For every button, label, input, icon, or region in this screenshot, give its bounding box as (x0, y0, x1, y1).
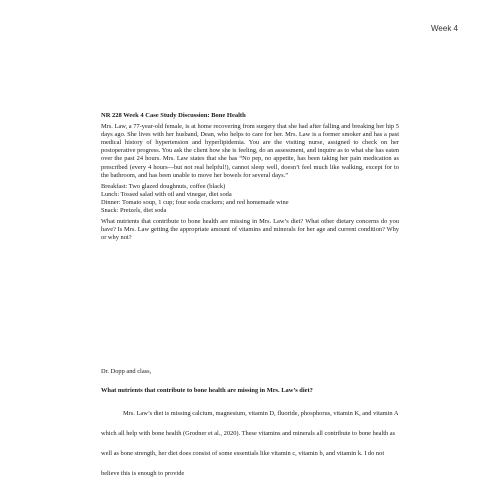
page-header-label: Week 4 (431, 24, 458, 33)
response-paragraph-text: Mrs. Law’s diet is missing calcium, magnesium, vitamin D, fluoride, phosphorus, vitamin K, and vitamin A which all help with bone health (Grodner et al., 2020). These vitamins and minerals all contribute to bone health as well as bone strength, her diet does consist of some essentials like vitamin c, vitamin b, and vitamin k. I do not believe this is enough to provide (101, 410, 399, 477)
case-questions: What nutrients that contribute to bone health are missing in Mrs. Law’s diet? What other dietary concerns do you have? Is Mrs. Law getting the appropriate amount of vitamins and minerals for her age and current condition? Why or why not? (101, 218, 399, 242)
discussion-response (101, 368, 401, 484)
response-paragraph (101, 404, 401, 484)
case-study-section (101, 112, 399, 242)
meal-snack: Snack: Pretzels, diet soda (101, 207, 167, 215)
meal-breakfast: Breakfast: Two glazed doughnuts, coffee (black) (101, 182, 226, 190)
salutation: Dr. Dopp and class, (101, 368, 152, 375)
meal-dinner: Dinner: Tomato soup, 1 cup; four soda crackers; and red homemade wine (101, 198, 289, 206)
meal-list (101, 183, 399, 215)
meal-lunch: Lunch: Tossed salad with oil and vinegar, diet soda (101, 190, 232, 198)
question-heading: What nutrients that contribute to bone health are missing in Mrs. Law’s diet? (101, 387, 313, 394)
case-study-title: NR 228 Week 4 Case Study Discussion: Bone Health (101, 112, 246, 119)
case-scenario-paragraph: Mrs. Law, a 77-year-old female, is at home recovering from surgery that she had after falling and breaking her hip 5 days ago. She lives with her husband, Dean, who helps to care for her. Mrs. Law is a former smoker and has a past medical history of hypertension and hyperlipidemia. You are the visiting nurse, assigned to check on her postoperative progress. You ask the client how she is feeling, do an assessment, and inquire as to what she has eaten over the past 24 hours. Mrs. Law states that she has “No pep, no appetite, has been taking her pain medication as prescribed (every 4 hours—but not real helpful!), cannot sleep well, doesn’t feel much like walking, except for to the bathroom, and has been unable to move her bowels for several days.” (101, 123, 399, 179)
